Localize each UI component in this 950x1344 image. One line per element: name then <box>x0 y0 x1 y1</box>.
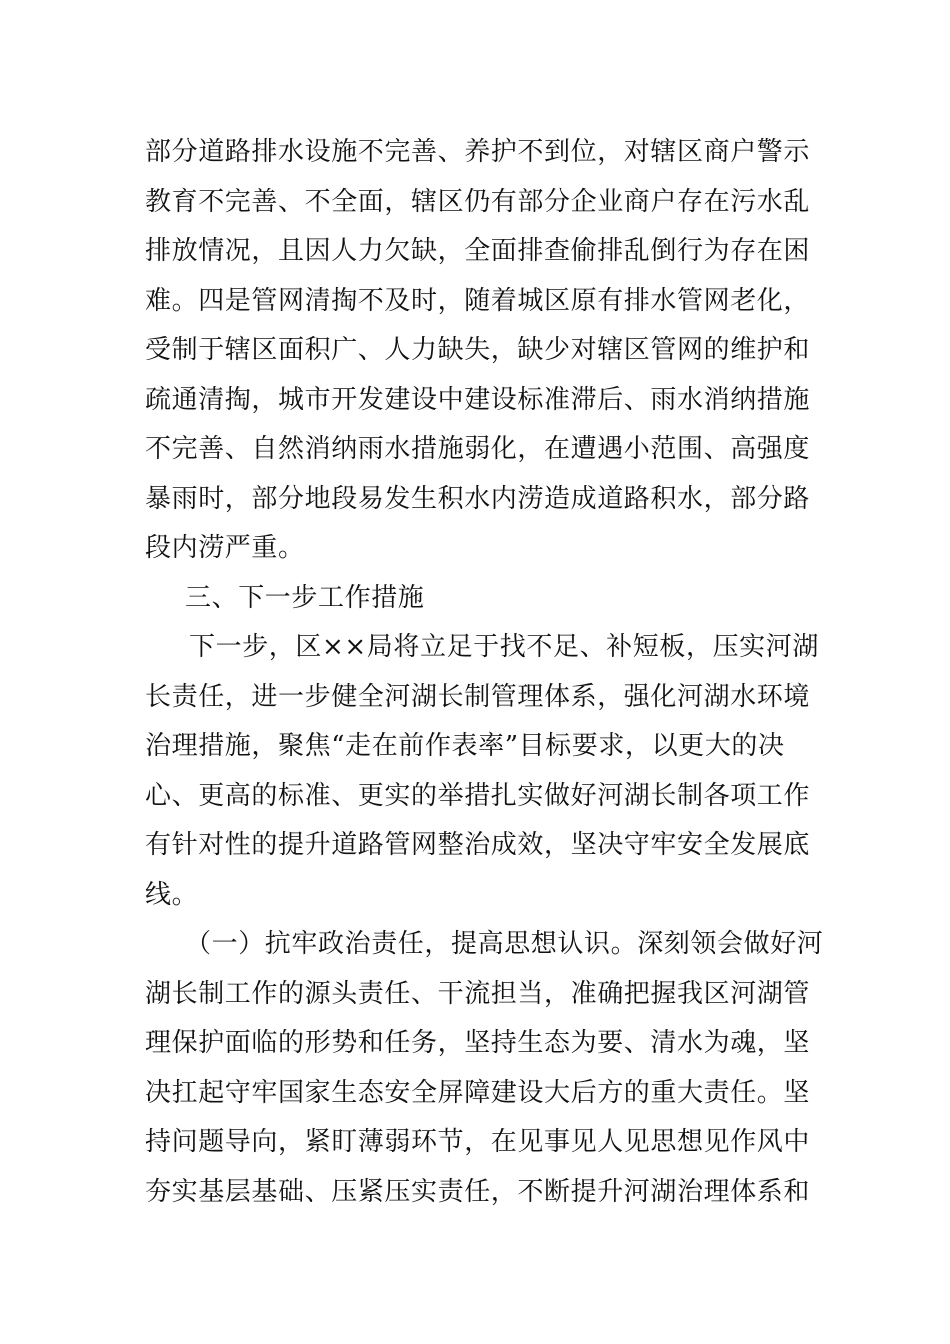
body-line-2: 教育不完善、不全面，辖区仍有部分企业商户存在污水乱 <box>145 186 811 217</box>
body-line-18: 湖长制工作的源头责任、干流担当，准确把握我区河湖管 <box>145 978 811 1009</box>
body-line-21: 持问题导向，紧盯薄弱环节，在见事见人见思想见作风中 <box>145 1127 811 1157</box>
body-line-20: 决扛起守牢国家生态安全屏障建设大后方的重大责任。坚 <box>145 1077 811 1108</box>
section-heading: 三、下一步工作措施 <box>185 582 425 613</box>
body-line-8: 暴雨时，部分地段易发生积水内涝造成道路积水，部分路 <box>145 483 811 514</box>
body-line-13: 治理措施，聚焦“走在前作表率”目标要求，以更大的决 <box>145 731 785 761</box>
body-line-12: 长责任，进一步健全河湖长制管理体系，强化河湖水环境 <box>145 681 811 712</box>
body-line-9: 段内涝严重。 <box>145 533 305 563</box>
body-line-7: 不完善、自然消纳雨水措施弱化，在遭遇小范围、高强度 <box>145 434 811 464</box>
body-line-14: 心、更高的标准、更实的举措扎实做好河湖长制各项工作 <box>145 780 811 811</box>
body-line-11: 下一步，区××局将立足于找不足、补短板，压实河湖 <box>189 632 819 662</box>
document-body <box>145 128 824 1217</box>
body-line-6: 疏通清掏，城市开发建设中建设标准滞后、雨水消纳措施 <box>145 384 811 415</box>
body-line-4: 难。四是管网清掏不及时，随着城区原有排水管网老化， <box>145 285 811 316</box>
body-line-5: 受制于辖区面积广、人力缺失，缺少对辖区管网的维护和 <box>145 335 811 365</box>
body-line-3: 排放情况，且因人力欠缺，全面排查偷排乱倒行为存在困 <box>145 236 811 266</box>
body-line-16: 线。 <box>145 879 199 910</box>
subsection-heading-line: （一）抗牢政治责任，提高思想认识。深刻领会做好河 <box>185 929 824 959</box>
body-line-22: 夯实基层基础、压紧压实责任，不断提升河湖治理体系和 <box>145 1176 811 1207</box>
body-line-19: 理保护面临的形势和任务，坚持生态为要、清水为魂，坚 <box>145 1028 811 1058</box>
body-line-15: 有针对性的提升道路管网整治成效，坚决守牢安全发展底 <box>145 830 811 860</box>
body-line-1: 部分道路排水设施不完善、养护不到位，对辖区商户警示 <box>145 137 811 167</box>
